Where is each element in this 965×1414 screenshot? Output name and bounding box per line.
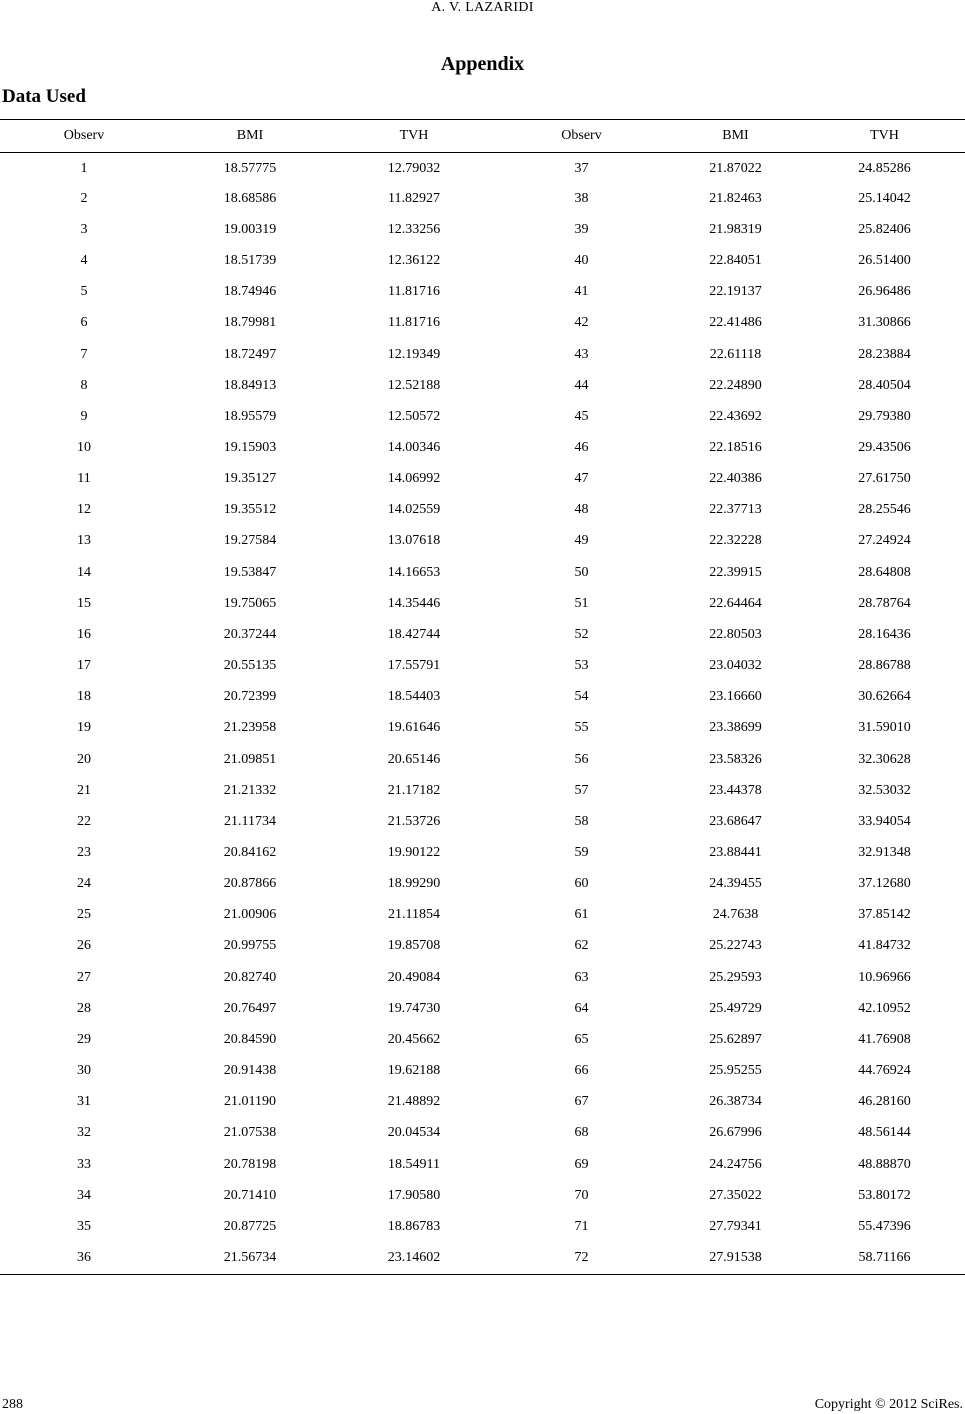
cell-tvh: 21.48892 [387, 1094, 441, 1110]
cell-tvh: 32.91348 [858, 845, 911, 861]
cell-bmi: 20.87725 [223, 1218, 277, 1234]
cell-tvh: 21.11854 [388, 907, 440, 923]
column-header-tvh: TVH [332, 120, 496, 152]
cell-tvh: 17.90580 [387, 1187, 441, 1203]
cell-bmi: 21.87022 [709, 160, 762, 176]
subsection-title: Data Used [2, 86, 86, 107]
cell-observ: 25 [77, 907, 91, 923]
table-row [0, 900, 965, 931]
cell-tvh: 29.79380 [858, 408, 911, 424]
cell-observ: 35 [77, 1218, 91, 1234]
cell-tvh: 12.50572 [387, 408, 441, 424]
cell-bmi: 22.32228 [709, 533, 762, 549]
cell-bmi: 20.84590 [223, 1031, 277, 1047]
cell-observ: 5 [80, 284, 88, 300]
cell-tvh: 55.47396 [858, 1218, 911, 1234]
cell-observ: 72 [574, 1250, 589, 1266]
cell-bmi: 20.78198 [223, 1156, 277, 1172]
cell-observ: 12 [77, 502, 91, 518]
running-head: A. V. LAZARIDI [431, 0, 534, 15]
cell-bmi: 21.01190 [224, 1094, 276, 1110]
page-number: 288 [2, 1397, 23, 1412]
cell-observ: 13 [77, 533, 91, 549]
cell-observ: 65 [574, 1031, 589, 1047]
cell-observ: 45 [574, 408, 589, 424]
table-row [0, 245, 965, 276]
cell-bmi: 24.7638 [712, 907, 759, 923]
cell-tvh: 28.16436 [858, 626, 911, 642]
cell-tvh: 53.80172 [858, 1187, 911, 1203]
section-title: Appendix [440, 53, 525, 75]
cell-tvh: 18.54911 [388, 1156, 440, 1172]
cell-bmi: 22.19137 [709, 284, 762, 300]
table-row [0, 401, 965, 432]
cell-bmi: 26.38734 [709, 1094, 762, 1110]
table-row [0, 495, 965, 526]
cell-bmi: 19.15903 [223, 439, 277, 455]
cell-bmi: 22.61118 [709, 346, 762, 362]
cell-tvh: 14.16653 [387, 564, 441, 580]
table-row [0, 619, 965, 650]
cell-tvh: 19.90122 [387, 845, 441, 861]
cell-observ: 46 [574, 439, 589, 455]
cell-observ: 21 [77, 782, 91, 798]
cell-bmi: 20.55135 [223, 658, 277, 674]
cell-bmi: 22.84051 [709, 253, 762, 269]
cell-tvh: 44.76924 [858, 1063, 911, 1079]
cell-tvh: 28.78764 [858, 595, 911, 611]
cell-bmi: 20.84162 [223, 845, 277, 861]
table-row [0, 837, 965, 868]
cell-bmi: 20.82740 [223, 969, 277, 985]
cell-observ: 4 [80, 253, 88, 269]
table-body [0, 152, 965, 1274]
cell-observ: 22 [77, 813, 91, 829]
cell-tvh: 41.76908 [858, 1031, 911, 1047]
cell-observ: 70 [574, 1187, 589, 1203]
cell-tvh: 11.81716 [388, 315, 440, 331]
cell-observ: 49 [574, 533, 589, 549]
table-row [0, 713, 965, 744]
cell-tvh: 33.94054 [858, 813, 911, 829]
cell-tvh: 18.86783 [387, 1218, 441, 1234]
table-row [0, 1056, 965, 1087]
cell-bmi: 19.35127 [223, 471, 277, 487]
cell-tvh: 19.61646 [387, 720, 441, 736]
cell-observ: 18 [77, 689, 91, 705]
cell-tvh: 11.82927 [388, 190, 440, 206]
cell-tvh: 19.74730 [387, 1000, 441, 1016]
cell-tvh: 48.88870 [858, 1156, 911, 1172]
cell-observ: 36 [77, 1250, 91, 1266]
cell-tvh: 37.85142 [858, 907, 911, 923]
cell-tvh: 20.45662 [387, 1031, 441, 1047]
cell-tvh: 10.96966 [858, 969, 911, 985]
cell-bmi: 23.38699 [709, 720, 762, 736]
cell-observ: 57 [574, 782, 589, 798]
cell-bmi: 20.71410 [223, 1187, 277, 1203]
cell-bmi: 22.39915 [709, 564, 762, 580]
cell-bmi: 22.41486 [709, 315, 762, 331]
cell-observ: 19 [77, 720, 91, 736]
cell-bmi: 18.57775 [223, 160, 277, 176]
column-header-bmi: BMI [667, 120, 804, 152]
cell-bmi: 23.04032 [709, 658, 762, 674]
cell-observ: 61 [574, 907, 589, 923]
cell-bmi: 22.24890 [709, 377, 762, 393]
cell-bmi: 21.11734 [224, 813, 276, 829]
cell-observ: 53 [574, 658, 589, 674]
cell-observ: 32 [77, 1125, 91, 1141]
table-row [0, 651, 965, 682]
table-row [0, 1024, 965, 1055]
cell-bmi: 23.58326 [709, 751, 762, 767]
cell-observ: 52 [574, 626, 589, 642]
cell-observ: 37 [574, 160, 589, 176]
cell-observ: 51 [574, 595, 589, 611]
cell-observ: 7 [80, 346, 88, 362]
cell-bmi: 21.56734 [223, 1250, 277, 1266]
cell-bmi: 22.18516 [709, 439, 762, 455]
cell-observ: 42 [574, 315, 589, 331]
cell-observ: 6 [80, 315, 88, 331]
cell-bmi: 25.22743 [709, 938, 762, 954]
cell-tvh: 17.55791 [387, 658, 441, 674]
cell-tvh: 14.02559 [387, 502, 441, 518]
cell-bmi: 25.62897 [709, 1031, 762, 1047]
table-row [0, 931, 965, 962]
cell-observ: 34 [77, 1187, 91, 1203]
cell-tvh: 14.06992 [387, 471, 441, 487]
cell-tvh: 48.56144 [858, 1125, 911, 1141]
cell-tvh: 28.23884 [858, 346, 911, 362]
cell-tvh: 29.43506 [858, 439, 911, 455]
data-table-container [0, 119, 965, 1275]
cell-observ: 27 [77, 969, 91, 985]
cell-tvh: 37.12680 [858, 876, 911, 892]
cell-observ: 55 [574, 720, 589, 736]
cell-bmi: 20.91438 [223, 1063, 277, 1079]
cell-observ: 62 [574, 938, 589, 954]
cell-observ: 9 [80, 408, 88, 424]
data-table [0, 120, 965, 1274]
cell-bmi: 22.64464 [709, 595, 762, 611]
cell-bmi: 27.79341 [709, 1218, 762, 1234]
cell-bmi: 23.44378 [709, 782, 762, 798]
cell-bmi: 24.24756 [709, 1156, 762, 1172]
cell-tvh: 42.10952 [858, 1000, 911, 1016]
cell-bmi: 22.37713 [709, 502, 762, 518]
cell-bmi: 20.87866 [223, 876, 277, 892]
cell-observ: 44 [574, 377, 589, 393]
cell-tvh: 31.59010 [858, 720, 911, 736]
cell-tvh: 19.62188 [387, 1063, 441, 1079]
cell-tvh: 26.51400 [858, 253, 911, 269]
table-row [0, 1242, 965, 1273]
table-row [0, 806, 965, 837]
cell-tvh: 18.42744 [387, 626, 441, 642]
cell-tvh: 28.40504 [858, 377, 911, 393]
cell-tvh: 58.71166 [858, 1250, 911, 1266]
cell-observ: 16 [77, 626, 91, 642]
table-row [0, 214, 965, 245]
cell-bmi: 24.39455 [709, 876, 762, 892]
cell-observ: 33 [77, 1156, 91, 1172]
cell-tvh: 12.36122 [387, 253, 441, 269]
cell-observ: 54 [574, 689, 589, 705]
cell-tvh: 24.85286 [858, 160, 911, 176]
cell-bmi: 19.53847 [223, 564, 277, 580]
cell-observ: 8 [80, 377, 88, 393]
column-header-observ: Observ [496, 120, 667, 152]
table-row [0, 464, 965, 495]
table-row [0, 588, 965, 619]
cell-bmi: 20.37244 [223, 626, 277, 642]
column-header-tvh: TVH [804, 120, 965, 152]
cell-observ: 28 [77, 1000, 91, 1016]
table-row [0, 1180, 965, 1211]
cell-bmi: 18.84913 [223, 377, 277, 393]
cell-bmi: 18.79981 [223, 315, 277, 331]
cell-bmi: 18.74946 [223, 284, 277, 300]
cell-tvh: 12.19349 [387, 346, 441, 362]
table-row [0, 744, 965, 775]
column-header-observ: Observ [0, 120, 168, 152]
cell-tvh: 21.17182 [387, 782, 441, 798]
cell-observ: 60 [574, 876, 589, 892]
cell-bmi: 19.27584 [223, 533, 277, 549]
cell-bmi: 23.16660 [709, 689, 762, 705]
cell-bmi: 21.82463 [709, 190, 762, 206]
copyright-notice: Copyright © 2012 SciRes. [814, 1397, 963, 1412]
table-row [0, 1087, 965, 1118]
table-row [0, 152, 965, 183]
cell-bmi: 26.67996 [709, 1125, 762, 1141]
cell-bmi: 20.72399 [223, 689, 277, 705]
cell-observ: 64 [574, 1000, 589, 1016]
cell-tvh: 31.30866 [858, 315, 911, 331]
table-row [0, 526, 965, 557]
cell-tvh: 23.14602 [387, 1250, 441, 1266]
cell-bmi: 18.72497 [223, 346, 277, 362]
cell-observ: 67 [574, 1094, 589, 1110]
cell-observ: 56 [574, 751, 589, 767]
cell-tvh: 21.53726 [387, 813, 441, 829]
cell-tvh: 32.30628 [858, 751, 911, 767]
cell-tvh: 25.82406 [858, 221, 911, 237]
cell-tvh: 14.00346 [387, 439, 441, 455]
cell-tvh: 46.28160 [858, 1094, 911, 1110]
cell-observ: 66 [574, 1063, 589, 1079]
cell-tvh: 26.96486 [858, 284, 911, 300]
cell-observ: 68 [574, 1125, 589, 1141]
cell-tvh: 27.24924 [858, 533, 911, 549]
cell-bmi: 22.43692 [709, 408, 762, 424]
cell-observ: 58 [574, 813, 589, 829]
table-row [0, 775, 965, 806]
cell-observ: 26 [77, 938, 91, 954]
cell-bmi: 18.68586 [223, 190, 277, 206]
cell-bmi: 27.91538 [709, 1250, 762, 1266]
cell-observ: 43 [574, 346, 589, 362]
cell-observ: 1 [80, 160, 88, 176]
cell-bmi: 20.99755 [223, 938, 277, 954]
cell-tvh: 20.65146 [387, 751, 441, 767]
cell-observ: 10 [77, 439, 91, 455]
table-row [0, 1211, 965, 1242]
cell-bmi: 22.80503 [709, 626, 762, 642]
cell-observ: 17 [77, 658, 91, 674]
cell-tvh: 18.99290 [387, 876, 441, 892]
cell-observ: 39 [574, 221, 589, 237]
table-row [0, 183, 965, 214]
table-row [0, 1149, 965, 1180]
cell-tvh: 12.33256 [387, 221, 441, 237]
cell-observ: 63 [574, 969, 589, 985]
cell-observ: 59 [574, 845, 589, 861]
cell-observ: 40 [574, 253, 589, 269]
cell-observ: 69 [574, 1156, 589, 1172]
cell-observ: 11 [77, 471, 91, 487]
cell-observ: 71 [574, 1218, 589, 1234]
cell-bmi: 19.75065 [223, 595, 277, 611]
cell-bmi: 22.40386 [709, 471, 762, 487]
cell-tvh: 18.54403 [387, 689, 441, 705]
cell-observ: 30 [77, 1063, 91, 1079]
cell-tvh: 20.04534 [387, 1125, 441, 1141]
cell-bmi: 21.00906 [223, 907, 277, 923]
cell-observ: 2 [80, 190, 88, 206]
cell-bmi: 18.95579 [223, 408, 277, 424]
cell-bmi: 21.07538 [223, 1125, 277, 1141]
cell-bmi: 21.23958 [223, 720, 277, 736]
cell-bmi: 23.68647 [709, 813, 762, 829]
cell-tvh: 41.84732 [858, 938, 911, 954]
table-row [0, 1118, 965, 1149]
cell-observ: 50 [574, 564, 589, 580]
cell-observ: 47 [574, 471, 589, 487]
cell-bmi: 21.21332 [223, 782, 277, 798]
cell-tvh: 30.62664 [858, 689, 911, 705]
cell-observ: 24 [77, 876, 91, 892]
cell-tvh: 12.52188 [387, 377, 441, 393]
cell-observ: 38 [574, 190, 589, 206]
cell-observ: 14 [77, 564, 91, 580]
cell-observ: 20 [77, 751, 91, 767]
table-row [0, 993, 965, 1024]
cell-bmi: 23.88441 [709, 845, 762, 861]
cell-bmi: 21.09851 [223, 751, 277, 767]
table-row [0, 962, 965, 993]
cell-bmi: 27.35022 [709, 1187, 762, 1203]
cell-tvh: 27.61750 [858, 471, 911, 487]
cell-bmi: 19.35512 [223, 502, 277, 518]
cell-tvh: 19.85708 [387, 938, 441, 954]
cell-bmi: 21.98319 [709, 221, 762, 237]
cell-tvh: 32.53032 [858, 782, 911, 798]
table-row [0, 308, 965, 339]
cell-tvh: 14.35446 [387, 595, 441, 611]
cell-bmi: 25.49729 [709, 1000, 762, 1016]
cell-bmi: 25.29593 [709, 969, 762, 985]
cell-tvh: 20.49084 [387, 969, 441, 985]
cell-observ: 3 [80, 221, 88, 237]
cell-bmi: 20.76497 [223, 1000, 277, 1016]
column-header-bmi: BMI [168, 120, 332, 152]
cell-observ: 29 [77, 1031, 91, 1047]
cell-tvh: 11.81716 [388, 284, 440, 300]
table-row [0, 339, 965, 370]
table-row [0, 557, 965, 588]
table-header-row [0, 120, 965, 152]
table-row [0, 370, 965, 401]
cell-observ: 15 [77, 595, 91, 611]
cell-tvh: 28.86788 [858, 658, 911, 674]
table-row [0, 682, 965, 713]
cell-tvh: 28.25546 [858, 502, 911, 518]
cell-observ: 48 [574, 502, 589, 518]
cell-tvh: 13.07618 [387, 533, 441, 549]
cell-observ: 31 [77, 1094, 91, 1110]
cell-bmi: 18.51739 [223, 253, 277, 269]
cell-tvh: 28.64808 [858, 564, 911, 580]
table-row [0, 432, 965, 463]
cell-observ: 41 [574, 284, 589, 300]
cell-tvh: 25.14042 [858, 190, 911, 206]
cell-bmi: 25.95255 [709, 1063, 762, 1079]
table-row [0, 869, 965, 900]
cell-observ: 23 [77, 845, 91, 861]
cell-tvh: 12.79032 [387, 160, 441, 176]
table-row [0, 277, 965, 308]
cell-bmi: 19.00319 [223, 221, 277, 237]
